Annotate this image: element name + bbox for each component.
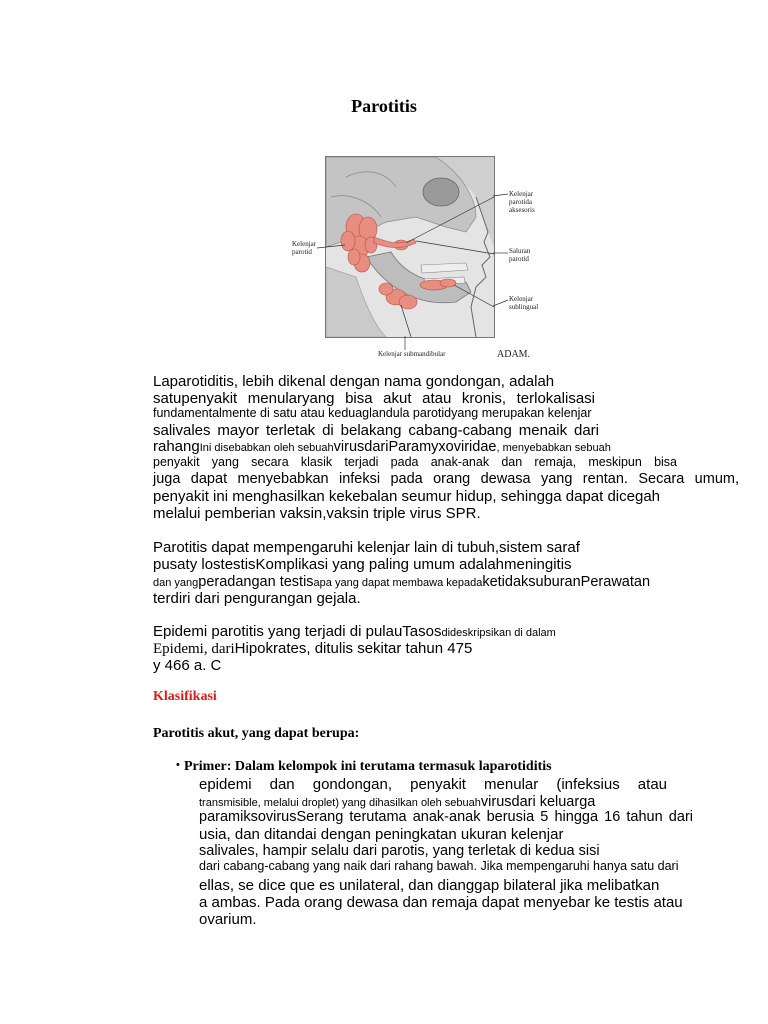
p2-line-3c: apa yang dapat membawa kepada [313,577,483,589]
bullet-line-9: ovarium. [199,911,257,928]
bullet-line-4: usia, dan ditandai dengan peningkatan ukuran kelenjar [199,826,564,843]
p3-line-1a: Epidemi parotitis yang terjadi di pulauTasos [153,623,442,640]
bullet-line-8: a ambas. Pada orang dewasa dan remaja dapat menyebar ke testis atau [199,894,683,911]
bullet-heading: Primer: Dalam kelompok ini terutama termasuk laparotiditis [184,759,552,774]
p3-line-3: y 466 a. C [153,657,222,674]
p1-line-6: penyakit yang secara klasik terjadi pada anak-anak dan remaja, meskipun bisa [153,455,677,469]
p2-line-1: Parotitis dapat mempengaruhi kelenjar lain di tubuh,sistem saraf [153,539,580,556]
parotid-anatomy-figure [280,150,550,365]
label-submandibular: Kelenjar submandibular [378,350,446,358]
p3-line-1b: dideskripsikan di dalam [441,627,556,639]
p1-line-8: penyakit ini menghasilkan kekebalan seumur hidup, sehingga dapat dicegah [153,488,661,505]
p1-line-5c: virusdariParamyxoviridae [333,439,497,455]
p1-line-5d: , menyebabkan sebuah [496,442,611,454]
p1-line-5b: Ini disebabkan oleh sebuah [199,442,334,454]
bullet-line-2b: virusdari keluarga [480,794,596,810]
bullet-marker: • [176,759,180,771]
subheading-acute: Parotitis akut, yang dapat berupa: [153,726,360,741]
p1-line-9: melalui pemberian vaksin,vaksin triple virus SPR. [153,505,481,522]
p3-line-1 [153,624,556,640]
bullet-line-3: paramiksovirusSerang terutama anak-anak berusia 5 hingga 16 tahun dari [199,809,693,825]
bullet-line-6: dari cabang-cabang yang naik dari rahang bawah. Jika mempengaruhi hanya satu dari [199,859,679,873]
label-parotid-accessory: Kelenjar parotida aksesoris [509,190,535,214]
p3-line-2b: Hipokrates, ditulis sekitar tahun 475 [234,640,473,657]
p2-line-3d: ketidaksuburanPerawatan [482,574,651,590]
p1-line-2: satupenyakit menularyang bisa akut atau kronis, terlokalisasi [153,390,595,407]
p1-line-3: fundamentalmente di satu atau keduaglandula parotidyang merupakan kelenjar [153,406,592,420]
bullet-line-5: salivales, hampir selalu dari parotis, yang terletak di kedua sisi [199,843,600,859]
p1-line-5 [153,439,611,455]
page-title: Parotitis [351,96,417,116]
p1-line-4: salivales mayor terletak di belakang cabang-cabang menaik dari [153,422,599,439]
label-sublingual: Kelenjar sublingual [509,295,539,311]
bullet-line-2a: transmisible, melalui droplet) yang dihasilkan oleh sebuah [199,797,481,809]
p2-line-3b: peradangan testis [198,574,314,590]
p1-line-5a: rahang [153,438,200,455]
p3-line-2 [153,641,472,657]
bullet-line-1: epidemi dan gondongan, penyakit menular (infeksius atau [199,776,667,793]
section-heading-klasifikasi: Klasifikasi [153,689,217,704]
p3-line-2a: Epidemi, dari [153,641,235,657]
p1-line-1: Laparotiditis, lebih dikenal dengan nama gondongan, adalah [153,373,555,390]
p2-line-4: terdiri dari pengurangan gejala. [153,590,361,607]
p2-line-3a: dan yang [153,577,199,589]
p1-line-7: juga dapat menyebabkan infeksi pada orang dewasa yang rentan. Secara umum, [153,471,739,487]
p2-line-3 [153,574,650,590]
figure-credit: ADAM. [497,349,531,360]
p2-line-2: pusaty lostestisKomplikasi yang paling umum adalahmeningitis [153,556,572,573]
bullet-line-7: ellas, se dice que es unilateral, dan dianggap bilateral jika melibatkan [199,877,660,894]
label-parotid-duct: Saluran parotid [509,247,531,263]
bullet-line-2 [199,794,595,810]
label-parotid: Kelenjar parotid [292,240,317,256]
